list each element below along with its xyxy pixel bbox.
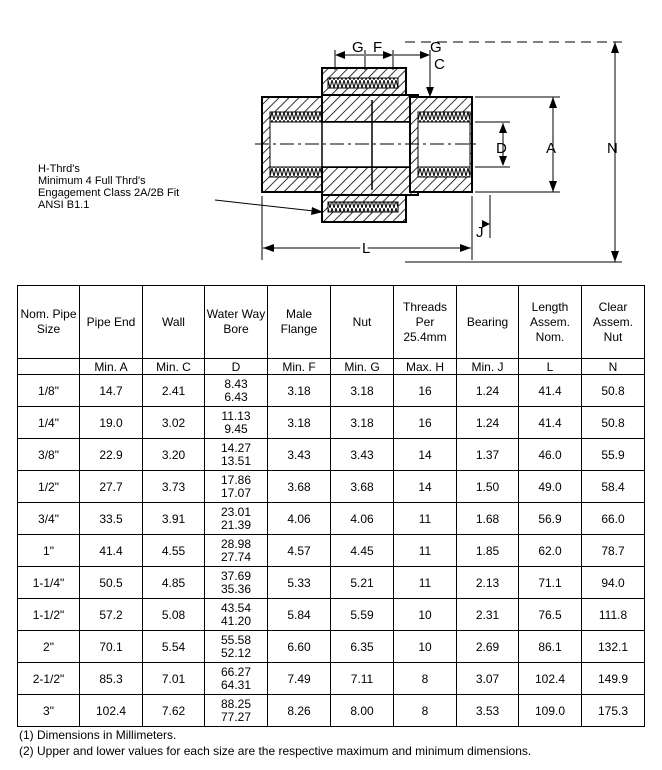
size-cell: 1/8" <box>18 375 80 407</box>
bore-min-value: 13.51 <box>220 453 252 468</box>
union-fitting-drawing <box>0 0 662 282</box>
value-cell: 1.24 <box>457 375 519 407</box>
value-cell: 5.33 <box>268 567 331 599</box>
bore-range-cell <box>205 407 268 439</box>
bore-range-cell <box>205 439 268 471</box>
bore-range-cell <box>205 567 268 599</box>
value-cell: 27.7 <box>80 471 143 503</box>
value-cell: 14 <box>394 439 457 471</box>
size-cell: 1/2" <box>18 471 80 503</box>
label-a: A <box>546 140 557 157</box>
value-cell: 3.68 <box>268 471 331 503</box>
bore-max-value: 37.69 <box>220 568 252 583</box>
table-row <box>18 503 645 535</box>
value-cell: 66.0 <box>582 503 645 535</box>
bore-max-value: 14.27 <box>220 440 252 455</box>
value-cell: 14 <box>394 471 457 503</box>
value-cell: 94.0 <box>582 567 645 599</box>
value-cell: 57.2 <box>80 599 143 631</box>
value-cell: 86.1 <box>519 631 582 663</box>
column-subheader: Min. A <box>80 359 143 375</box>
value-cell: 102.4 <box>519 663 582 695</box>
value-cell: 58.4 <box>582 471 645 503</box>
value-cell: 2.31 <box>457 599 519 631</box>
value-cell: 62.0 <box>519 535 582 567</box>
value-cell: 50.8 <box>582 407 645 439</box>
value-cell: 6.60 <box>268 631 331 663</box>
value-cell: 16 <box>394 407 457 439</box>
label-g-right: G <box>430 39 442 56</box>
column-header: Bearing <box>457 286 519 359</box>
column-subheader: L <box>519 359 582 375</box>
value-cell: 14.7 <box>80 375 143 407</box>
bore-range-cell <box>205 631 268 663</box>
table-row <box>18 663 645 695</box>
bore-min-value: 17.07 <box>220 485 252 500</box>
union-body <box>255 68 480 222</box>
table-row <box>18 471 645 503</box>
value-cell: 3.43 <box>331 439 394 471</box>
value-cell: 132.1 <box>582 631 645 663</box>
size-cell: 1" <box>18 535 80 567</box>
value-cell: 3.68 <box>331 471 394 503</box>
column-header: Threads Per 25.4mm <box>394 286 457 359</box>
value-cell: 3.18 <box>331 375 394 407</box>
label-j: J <box>476 224 484 241</box>
value-cell: 49.0 <box>519 471 582 503</box>
size-cell: 3/4" <box>18 503 80 535</box>
value-cell: 41.4 <box>519 375 582 407</box>
bore-min-value: 41.20 <box>220 613 252 628</box>
table-row <box>18 375 645 407</box>
note-line: Engagement Class 2A/2B Fit <box>38 187 180 199</box>
value-cell: 3.02 <box>143 407 205 439</box>
header-row <box>18 286 645 359</box>
value-cell: 33.5 <box>80 503 143 535</box>
bore-max-value: 55.58 <box>220 632 252 647</box>
size-cell: 1/4" <box>18 407 80 439</box>
value-cell: 11 <box>394 503 457 535</box>
table-row <box>18 567 645 599</box>
bore-min-value: 64.31 <box>220 677 252 692</box>
value-cell: 3.18 <box>268 407 331 439</box>
value-cell: 4.85 <box>143 567 205 599</box>
column-subheader: Min. C <box>143 359 205 375</box>
value-cell: 8.00 <box>331 695 394 727</box>
value-cell: 50.8 <box>582 375 645 407</box>
bore-range-cell <box>205 535 268 567</box>
size-cell: 2-1/2" <box>18 663 80 695</box>
value-cell: 111.8 <box>582 599 645 631</box>
bore-max-value: 17.86 <box>220 472 252 487</box>
note-line: ANSI B1.1 <box>38 199 90 211</box>
column-subheader: Min. G <box>331 359 394 375</box>
bore-max-value: 11.13 <box>221 408 251 423</box>
label-l: L <box>362 240 371 257</box>
value-cell: 3.07 <box>457 663 519 695</box>
value-cell: 175.3 <box>582 695 645 727</box>
value-cell: 78.7 <box>582 535 645 567</box>
column-subheader: N <box>582 359 645 375</box>
label-d: D <box>496 140 507 157</box>
size-cell: 1-1/4" <box>18 567 80 599</box>
value-cell: 5.08 <box>143 599 205 631</box>
label-c: C <box>434 56 445 73</box>
value-cell: 3.91 <box>143 503 205 535</box>
bore-range-cell <box>205 471 268 503</box>
subheader-row <box>18 359 645 375</box>
dimensions-table <box>17 285 645 727</box>
value-cell: 149.9 <box>582 663 645 695</box>
bore-range-cell <box>205 375 268 407</box>
table-row <box>18 631 645 663</box>
column-header: Nut <box>331 286 394 359</box>
column-subheader: Min. J <box>457 359 519 375</box>
value-cell: 1.37 <box>457 439 519 471</box>
value-cell: 5.21 <box>331 567 394 599</box>
label-n: N <box>607 140 618 157</box>
bore-min-value: 6.43 <box>224 389 248 404</box>
value-cell: 5.54 <box>143 631 205 663</box>
thread-note <box>38 163 179 211</box>
value-cell: 8 <box>394 663 457 695</box>
footnote: (2) Upper and lower values for each size are the respective maximum and minimum dimensions. <box>19 744 532 758</box>
value-cell: 4.55 <box>143 535 205 567</box>
value-cell: 11 <box>394 567 457 599</box>
value-cell: 3.73 <box>143 471 205 503</box>
value-cell: 5.84 <box>268 599 331 631</box>
value-cell: 19.0 <box>80 407 143 439</box>
value-cell: 1.50 <box>457 471 519 503</box>
note-line: Minimum 4 Full Thrd's <box>38 175 146 187</box>
bore-min-value: 9.45 <box>224 421 248 436</box>
label-g-left: G <box>352 39 364 56</box>
label-f: F <box>373 39 383 56</box>
value-cell: 56.9 <box>519 503 582 535</box>
value-cell: 5.59 <box>331 599 394 631</box>
value-cell: 55.9 <box>582 439 645 471</box>
bore-max-value: 28.98 <box>220 536 252 551</box>
value-cell: 6.35 <box>331 631 394 663</box>
value-cell: 1.68 <box>457 503 519 535</box>
column-subheader: D <box>205 359 268 375</box>
value-cell: 41.4 <box>80 535 143 567</box>
table-row <box>18 535 645 567</box>
size-cell: 3/8" <box>18 439 80 471</box>
value-cell: 2.41 <box>143 375 205 407</box>
value-cell: 3.18 <box>331 407 394 439</box>
value-cell: 8.26 <box>268 695 331 727</box>
bore-min-value: 35.36 <box>220 581 252 596</box>
table-row <box>18 695 645 727</box>
column-subheader: Min. F <box>268 359 331 375</box>
footnote: (1) Dimensions in Millimeters. <box>19 728 177 742</box>
bore-range-cell <box>205 695 268 727</box>
value-cell: 109.0 <box>519 695 582 727</box>
value-cell: 70.1 <box>80 631 143 663</box>
value-cell: 46.0 <box>519 439 582 471</box>
value-cell: 4.45 <box>331 535 394 567</box>
column-header: Clear Assem. Nut <box>582 286 645 359</box>
value-cell: 76.5 <box>519 599 582 631</box>
bore-max-value: 43.54 <box>220 600 252 615</box>
table-row <box>18 439 645 471</box>
bore-range-cell <box>205 503 268 535</box>
table-row <box>18 599 645 631</box>
value-cell: 7.11 <box>331 663 394 695</box>
bore-range-cell <box>205 663 268 695</box>
column-subheader: Max. H <box>394 359 457 375</box>
bore-min-value: 21.39 <box>220 517 252 532</box>
value-cell: 3.53 <box>457 695 519 727</box>
column-header: Water Way Bore <box>205 286 268 359</box>
value-cell: 3.18 <box>268 375 331 407</box>
value-cell: 50.5 <box>80 567 143 599</box>
bore-max-value: 88.25 <box>220 696 252 711</box>
value-cell: 1.85 <box>457 535 519 567</box>
value-cell: 4.57 <box>268 535 331 567</box>
value-cell: 3.20 <box>143 439 205 471</box>
column-header: Pipe End <box>80 286 143 359</box>
column-subheader <box>18 359 80 375</box>
footnotes <box>19 727 531 759</box>
table-body <box>18 375 645 727</box>
value-cell: 8 <box>394 695 457 727</box>
bore-min-value: 52.12 <box>220 645 252 660</box>
value-cell: 10 <box>394 599 457 631</box>
value-cell: 22.9 <box>80 439 143 471</box>
note-line: H-Thrd's <box>38 163 80 175</box>
value-cell: 4.06 <box>331 503 394 535</box>
value-cell: 102.4 <box>80 695 143 727</box>
column-header: Nom. Pipe Size <box>18 286 80 359</box>
column-header: Male Flange <box>268 286 331 359</box>
value-cell: 7.49 <box>268 663 331 695</box>
column-header: Wall <box>143 286 205 359</box>
value-cell: 85.3 <box>80 663 143 695</box>
bore-range-cell <box>205 599 268 631</box>
size-cell: 3" <box>18 695 80 727</box>
bore-max-value: 23.01 <box>220 504 252 519</box>
table-row <box>18 407 645 439</box>
bore-max-value: 8.43 <box>224 376 248 391</box>
bore-min-value: 77.27 <box>220 709 252 724</box>
value-cell: 1.24 <box>457 407 519 439</box>
value-cell: 3.43 <box>268 439 331 471</box>
value-cell: 7.01 <box>143 663 205 695</box>
value-cell: 11 <box>394 535 457 567</box>
column-header: Length Assem. Nom. <box>519 286 582 359</box>
value-cell: 7.62 <box>143 695 205 727</box>
bore-min-value: 27.74 <box>220 549 252 564</box>
value-cell: 4.06 <box>268 503 331 535</box>
bore-max-value: 66.27 <box>220 664 252 679</box>
size-cell: 1-1/2" <box>18 599 80 631</box>
value-cell: 2.69 <box>457 631 519 663</box>
value-cell: 10 <box>394 631 457 663</box>
value-cell: 16 <box>394 375 457 407</box>
value-cell: 71.1 <box>519 567 582 599</box>
value-cell: 41.4 <box>519 407 582 439</box>
size-cell: 2" <box>18 631 80 663</box>
value-cell: 2.13 <box>457 567 519 599</box>
